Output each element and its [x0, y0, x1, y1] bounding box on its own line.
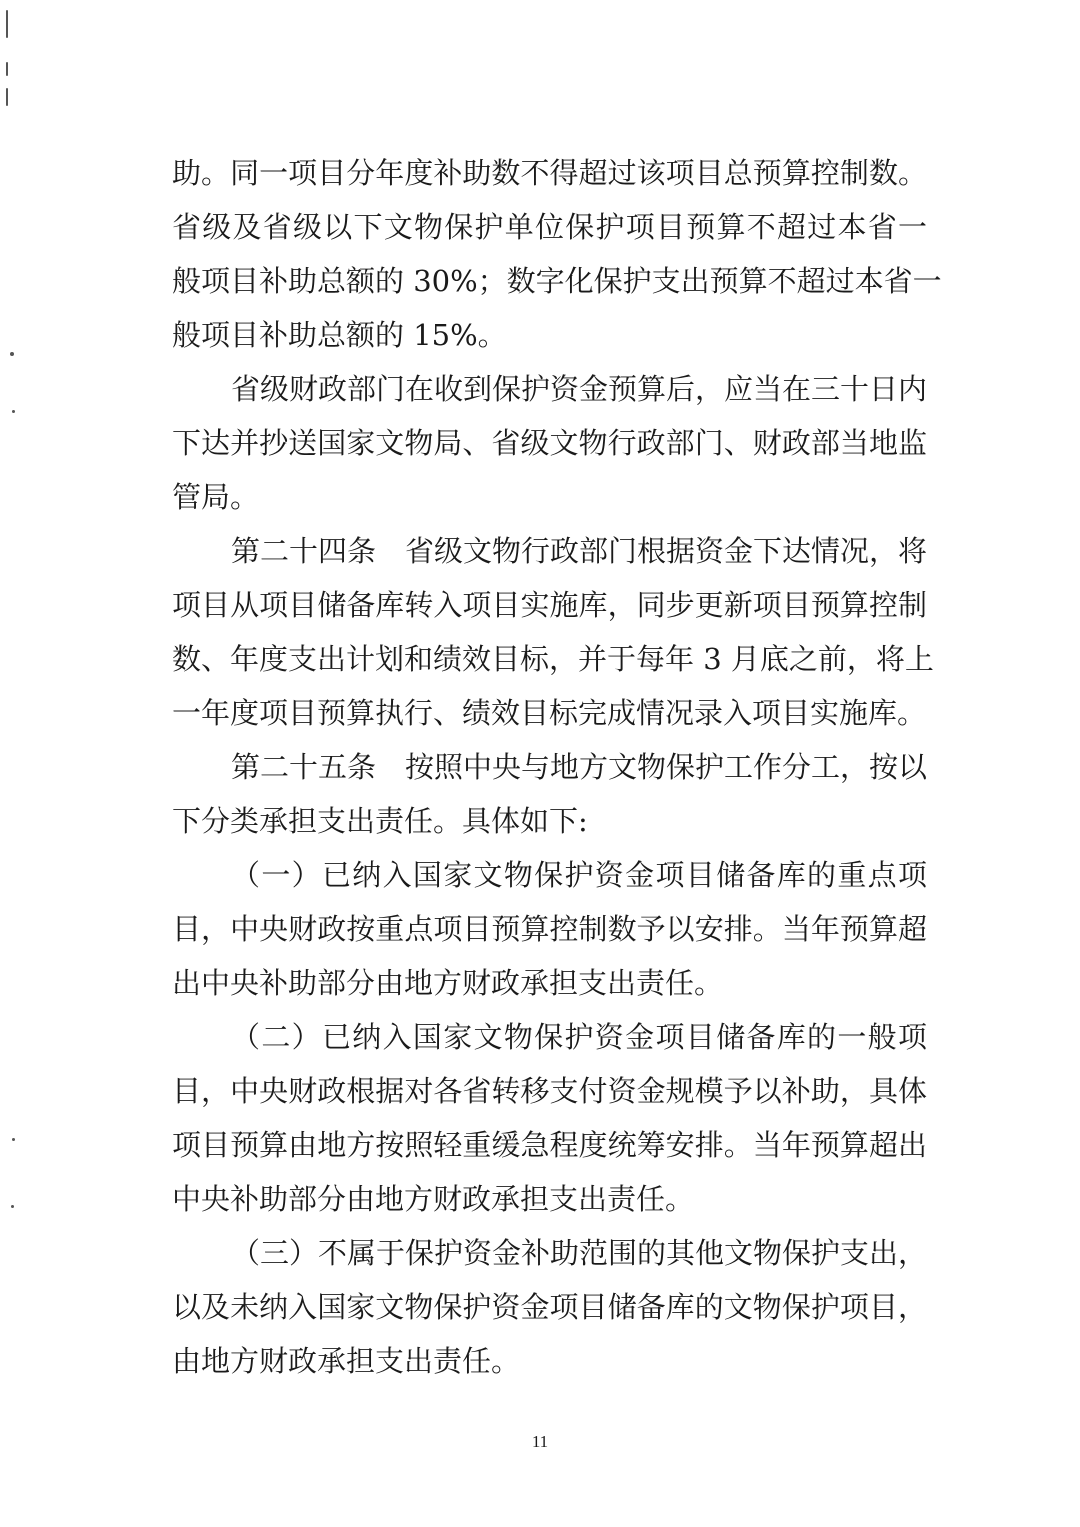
text-line: 般项目补助总额的 30%；数字化保护支出预算不超过本省一 — [172, 264, 942, 298]
text-line: 般项目补助总额的 15%。 — [172, 318, 507, 352]
text-line: 数、年度支出计划和绩效目标，并于每年 3 月底之前，将上 — [172, 642, 934, 676]
text-line: 由地方财政承担支出责任。 — [172, 1344, 521, 1378]
scan-dot — [10, 352, 14, 356]
text-line: 以及未纳入国家文物保护资金项目储备库的文物保护项目， — [172, 1290, 927, 1324]
paragraph-first-line: 省级财政部门在收到保护资金预算后，应当在三十日内 — [231, 372, 928, 406]
page-number: 11 — [531, 1432, 549, 1451]
scan-edge-mark — [6, 62, 8, 76]
text-line: 目，中央财政按重点项目预算控制数予以安排。当年预算超 — [172, 912, 927, 946]
scan-dot — [12, 410, 15, 413]
text-line: 下分类承担支出责任。具体如下: — [172, 804, 588, 838]
scan-edge-mark — [6, 10, 8, 38]
scan-edge-mark — [6, 88, 8, 106]
item-3-first-line: （三）不属于保护资金补助范围的其他文物保护支出， — [231, 1236, 928, 1270]
text-line: 项目预算由地方按照轻重缓急程度统筹安排。当年预算超出 — [172, 1128, 927, 1162]
scan-dot — [12, 1138, 15, 1141]
text-line: 目，中央财政根据对各省转移支付资金规模予以补助，具体 — [172, 1074, 927, 1108]
scan-dot — [11, 1205, 14, 1208]
text-line: 出中央补助部分由地方财政承担支出责任。 — [172, 966, 724, 1000]
text-line: 中央补助部分由地方财政承担支出责任。 — [172, 1182, 695, 1216]
article-25-heading-line: 第二十五条 按照中央与地方文物保护工作分工，按以 — [231, 750, 928, 784]
text-line: 一年度项目预算执行、绩效目标完成情况录入项目实施库。 — [172, 696, 927, 730]
item-1-first-line: （一）已纳入国家文物保护资金项目储备库的重点项 — [231, 858, 927, 892]
text-line: 省级及省级以下文物保护单位保护项目预算不超过本省一 — [172, 210, 927, 244]
text-line: 管局。 — [172, 480, 260, 514]
text-line: 助。同一项目分年度补助数不得超过该项目总预算控制数。 — [172, 156, 927, 190]
text-line: 项目从项目储备库转入项目实施库，同步更新项目预算控制 — [172, 588, 927, 622]
text-line: 下达并抄送国家文物局、省级文物行政部门、财政部当地监 — [172, 426, 927, 460]
article-24-heading-line: 第二十四条 省级文物行政部门根据资金下达情况，将 — [231, 534, 928, 568]
item-2-first-line: （二）已纳入国家文物保护资金项目储备库的一般项 — [231, 1020, 927, 1054]
